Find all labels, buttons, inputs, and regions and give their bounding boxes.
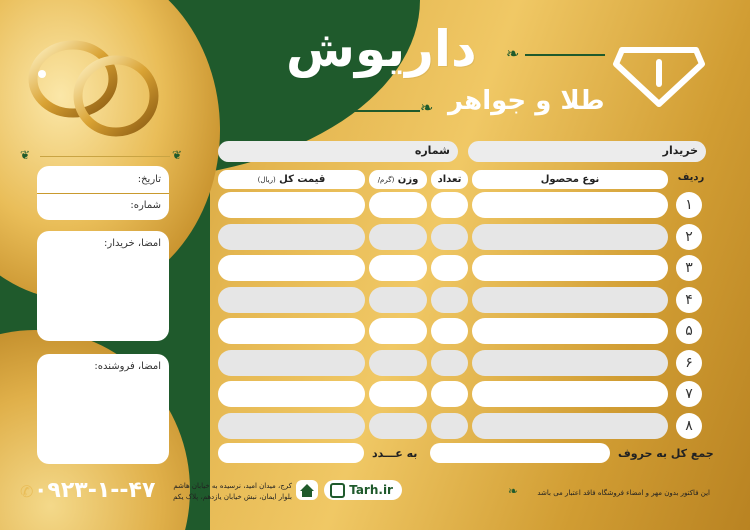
row-number: ۶ — [676, 350, 702, 376]
product-cell[interactable] — [472, 381, 668, 407]
product-cell[interactable] — [472, 255, 668, 281]
product-cell[interactable] — [472, 413, 668, 439]
total-price-cell[interactable] — [218, 224, 365, 250]
row-number: ۳ — [676, 255, 702, 281]
seller-signature-label: امضا، فروشنده: — [94, 361, 161, 372]
number-field[interactable] — [218, 141, 458, 162]
buyer-field[interactable] — [468, 141, 706, 162]
buyer-signature-box[interactable] — [37, 231, 169, 341]
product-cell[interactable] — [472, 350, 668, 376]
total-price-cell[interactable] — [218, 192, 365, 218]
address-line-1: کرج، میدان امید، نرسیده به خیابان هاشم — [173, 482, 292, 490]
total-price-cell[interactable] — [218, 255, 365, 281]
count-cell[interactable] — [431, 255, 468, 281]
website-badge[interactable] — [324, 480, 402, 500]
row-number: ۱ — [676, 192, 702, 218]
total-price-cell[interactable] — [218, 413, 365, 439]
column-header-weight — [369, 170, 427, 189]
gold-rings-icon — [18, 24, 168, 144]
brand-name: داریوش — [286, 20, 477, 78]
weight-cell[interactable] — [369, 381, 427, 407]
total-in-words-label: جمع کل به حروف — [618, 447, 714, 460]
total-price-cell[interactable] — [218, 318, 365, 344]
leaf-ornament-icon: ❦ — [172, 148, 183, 162]
count-cell[interactable] — [431, 192, 468, 218]
column-header-total-price — [218, 170, 365, 189]
row-number: ۷ — [676, 381, 702, 407]
count-cell[interactable] — [431, 287, 468, 313]
leaf-ornament-icon: ❧ — [508, 484, 519, 498]
weight-cell[interactable] — [369, 318, 427, 344]
count-cell[interactable] — [431, 224, 468, 250]
buyer-label: خریدار — [662, 144, 698, 157]
instagram-icon — [330, 483, 345, 498]
weight-cell[interactable] — [369, 287, 427, 313]
divider — [525, 54, 605, 56]
total-in-numbers-field[interactable] — [218, 443, 364, 463]
count-cell[interactable] — [431, 318, 468, 344]
column-header-weight-unit: (گرم/ — [377, 176, 395, 184]
number-label: شماره: — [130, 200, 161, 211]
count-cell[interactable] — [431, 381, 468, 407]
divider — [40, 156, 170, 157]
row-number: ۵ — [676, 318, 702, 344]
home-icon — [296, 480, 318, 500]
leaf-ornament-icon: ❦ — [20, 148, 31, 162]
weight-cell[interactable] — [369, 224, 427, 250]
total-in-words-field[interactable] — [430, 443, 610, 463]
buyer-signature-label: امضا، خریدار: — [104, 238, 161, 249]
diamond-logo-icon — [612, 44, 706, 108]
leaf-ornament-icon: ❧ — [506, 44, 520, 63]
count-cell[interactable] — [431, 413, 468, 439]
count-cell[interactable] — [431, 350, 468, 376]
column-header-count — [431, 170, 468, 189]
total-in-numbers-label: به عـــدد — [372, 447, 418, 460]
column-header-weight-label: وزن — [397, 174, 419, 185]
product-cell[interactable] — [472, 224, 668, 250]
divider — [300, 110, 420, 112]
total-price-cell[interactable] — [218, 287, 365, 313]
seller-signature-box[interactable] — [37, 354, 169, 464]
row-number: ۴ — [676, 287, 702, 313]
address-line-2: بلوار ایمان، نبش خیابان یازدهم، پلاک یکم — [173, 493, 292, 501]
footer — [0, 470, 750, 471]
column-header-total-price-unit: (ریال) — [257, 176, 276, 184]
weight-cell[interactable] — [369, 413, 427, 439]
brand-subtitle: طلا و جواهر — [448, 86, 605, 116]
column-header-product-label: نوع محصول — [540, 174, 600, 185]
date-label: تاریخ: — [137, 174, 161, 185]
column-header-total-price-label: قیمت کل — [279, 174, 326, 185]
column-header-row: ردیف — [677, 172, 705, 183]
column-header-count-label: تعداد — [437, 174, 462, 185]
product-cell[interactable] — [472, 318, 668, 344]
weight-cell[interactable] — [369, 255, 427, 281]
weight-cell[interactable] — [369, 350, 427, 376]
website-text: Tarh.ir — [349, 483, 393, 497]
total-price-cell[interactable] — [218, 381, 365, 407]
column-header-product — [472, 170, 668, 189]
number-field-label: شماره — [414, 144, 450, 157]
divider — [37, 193, 169, 194]
disclaimer-text: این فاکتور بدون مهر و امضاء فروشگاه فاقد اعتبار می باشد — [537, 489, 710, 497]
product-cell[interactable] — [472, 287, 668, 313]
row-number: ۸ — [676, 413, 702, 439]
weight-cell[interactable] — [369, 192, 427, 218]
row-number: ۲ — [676, 224, 702, 250]
total-price-cell[interactable] — [218, 350, 365, 376]
phone-number: ۰۹۲۳-۱--۴۷ — [34, 478, 156, 503]
phone-icon: ✆ — [20, 482, 34, 501]
product-cell[interactable] — [472, 192, 668, 218]
leaf-ornament-icon: ❧ — [420, 98, 434, 117]
